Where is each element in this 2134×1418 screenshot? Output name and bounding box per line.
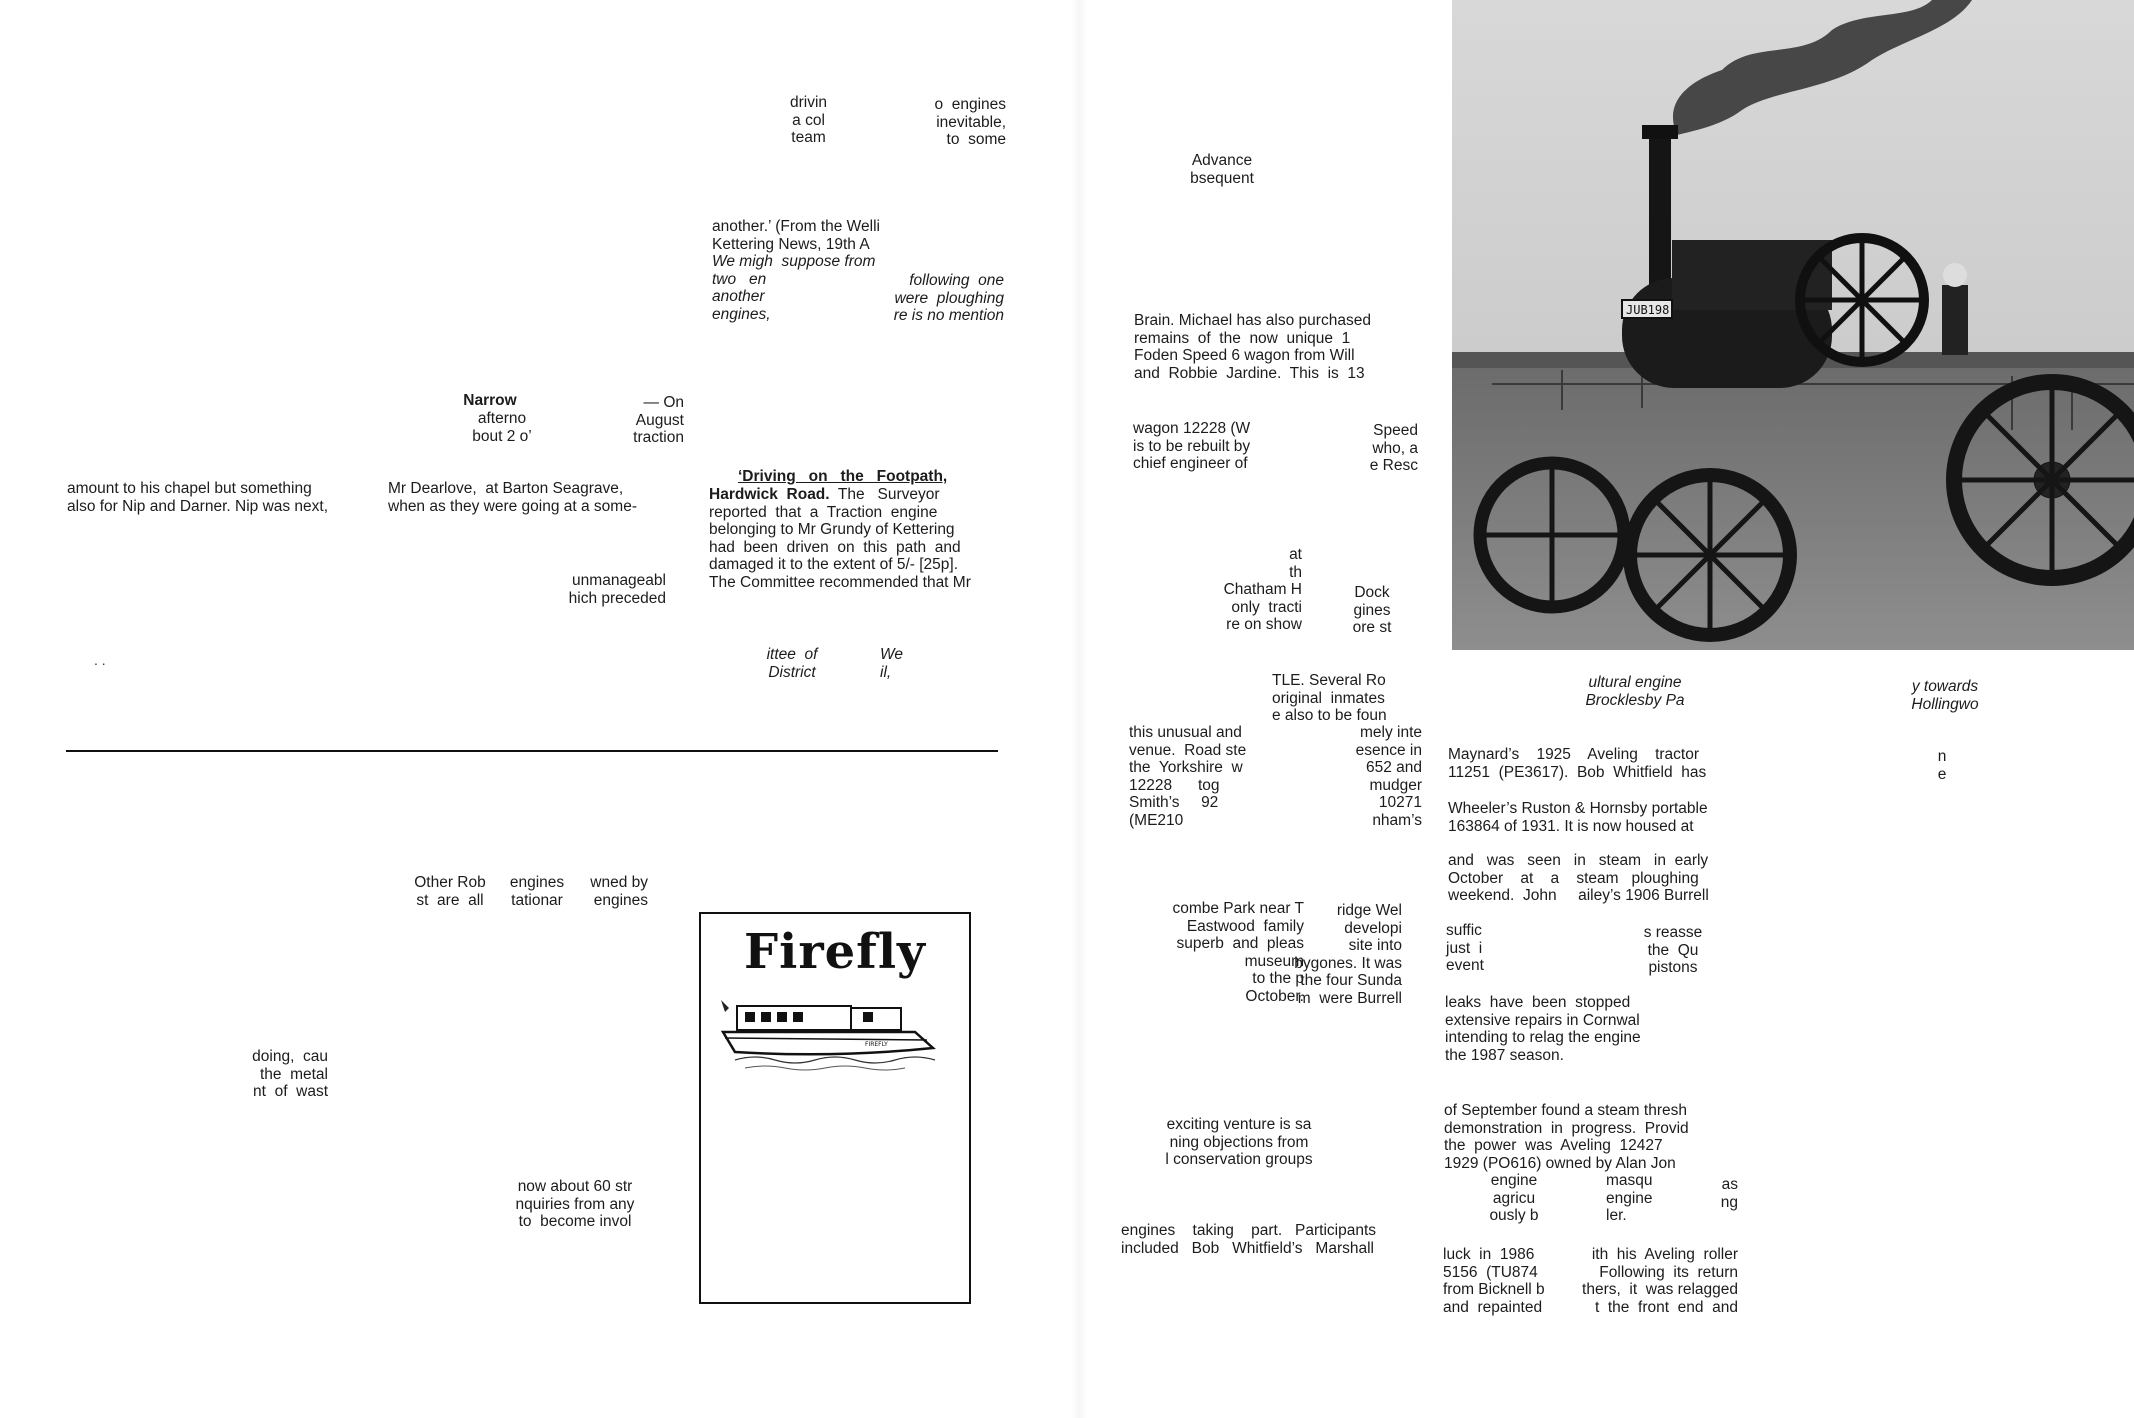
narrow-right-text: — On August traction — [633, 394, 684, 446]
lower-fragment-mid: engines tationar — [509, 874, 565, 909]
boat-name-label: FIREFLY — [865, 1041, 888, 1048]
text-fragment-top-right: o engines inevitable, to some — [934, 96, 1006, 148]
column-2-text: Mr Dearlove, at Barton Seagrave, when as they were going at a some- — [388, 480, 637, 515]
driving-body: Hardwick Road. The Surveyor reported that a Traction engine belonging to Mr Grundy of Kettering had been driven on this path and damaged it to the extent of 5/- [25p]. The Committee recommended that Mr — [709, 486, 971, 591]
combe-left: combe Park near T Eastwood family superb and pleas museum to the p October. — [1172, 900, 1304, 1005]
tle-text: TLE. Several Ro original inmates e also to be foun — [1272, 672, 1387, 724]
horizontal-rule — [66, 750, 998, 752]
masquerade-right: as ng — [1720, 1176, 1738, 1211]
venue-left: this unusual and venue. Road ste the Yorkshire w 12228 tog Smith’s 92 (ME210 — [1129, 724, 1247, 829]
photo-caption-center: ultural engine Brocklesby Pa — [1585, 674, 1685, 709]
firefly-advertisement — [699, 912, 971, 1304]
traction-engine-photo — [1452, 0, 2134, 650]
combe-right: ridge Wel developi site into bygones. It was the four Sunda m were Burrell — [1294, 902, 1402, 1007]
september-text: of September found a steam thresh demonstration in progress. Provid the power was Aveling 12427 1929 (PO616) owned by Alan Jon — [1444, 1102, 1689, 1172]
committee-left: ittee of District — [766, 646, 818, 681]
masquerade-left: engine agricu ously b — [1489, 1172, 1539, 1224]
photo-caption-right: y towards Hollingwo — [1911, 678, 1979, 713]
column-2-lower: unmanageabl hich preceded — [568, 572, 666, 607]
engines-taking-text: engines taking part. Participants included Bob Whitfield’s Marshall — [1121, 1222, 1377, 1257]
brain-paragraph: Brain. Michael has also purchased remains of the now unique 1 Foden Speed 6 wagon from Will and Robbie Jardine. This is 13 — [1134, 312, 1371, 382]
venture-text: exciting venture is sa ning objections from l conservation groups — [1165, 1116, 1313, 1168]
chatham-left: at th Chatham H only tracti re on show — [1223, 546, 1302, 633]
ad-title: Firefly — [744, 924, 926, 980]
wagon-left: wagon 12228 (W is to be rebuilt by chief engineer of — [1133, 420, 1251, 472]
registration-plate: JUB198 — [1626, 303, 1670, 317]
excerpt-upper-right: following one were ploughing re is no mention — [893, 272, 1004, 324]
chatham-right: Dock gines ore st — [1352, 584, 1392, 636]
luck-right: ith his Aveling roller Following its return thers, it was relagged t the front end and — [1582, 1246, 1738, 1316]
excerpt-upper: another.’ (From the Welli Kettering News, 19th A We migh suppose from two en another engines, — [712, 218, 880, 323]
suffic-left: suffic just i event — [1446, 922, 1484, 974]
column-1-text: amount to his chapel but something also for Nip and Darner. Nip was next, — [67, 480, 329, 515]
far-right-fragment: n e — [1937, 748, 1947, 783]
suffic-right: s reasse the Qu pistons — [1643, 924, 1703, 976]
text-fragment-top-center: drivin a col team — [790, 94, 828, 146]
narrow-left-text: afterno bout 2 o’ — [472, 410, 532, 445]
october-text: and was seen in steam in early October at a steam ploughing weekend. John ailey’s 1906 Burrell — [1448, 852, 1709, 904]
lower-left-text: doing, cau the metal nt of wast — [252, 1048, 328, 1100]
lower-fragment-left: Other Rob st are all — [414, 874, 486, 909]
leaks-text: leaks have been stopped extensive repairs in Cornwal intending to relag the engine the 1987 season. — [1445, 994, 1641, 1064]
luck-left: luck in 1986 5156 (TU874 from Bicknell b and repainted — [1443, 1246, 1545, 1316]
wagon-right: Speed who, a e Resc — [1369, 422, 1418, 474]
masquerade-mid: masqu engine ler. — [1606, 1172, 1653, 1224]
lower-center-text: now about 60 str nquiries from any to become invol — [515, 1178, 635, 1230]
advance-text: Advance bsequent — [1190, 152, 1254, 187]
driving-heading: ‘Driving on the Footpath, — [738, 468, 948, 485]
narrow-heading: Narrow — [463, 392, 517, 409]
wheeler-text: Wheeler’s Ruston & Hornsby portable 163864 of 1931. It is now housed at — [1448, 800, 1708, 835]
lower-fragment-right: wned by engines — [590, 874, 648, 909]
venue-right: mely inte esence in 652 and mudger 10271 nham’s — [1355, 724, 1422, 829]
narrowboat-illustration — [715, 978, 955, 1078]
page-gutter — [1070, 0, 1088, 1418]
committee-right: We il, — [880, 646, 903, 681]
stray-dots: . . — [94, 652, 106, 668]
maynard-text: Maynard’s 1925 Aveling tractor 11251 (PE3617). Bob Whitfield has — [1448, 746, 1707, 781]
